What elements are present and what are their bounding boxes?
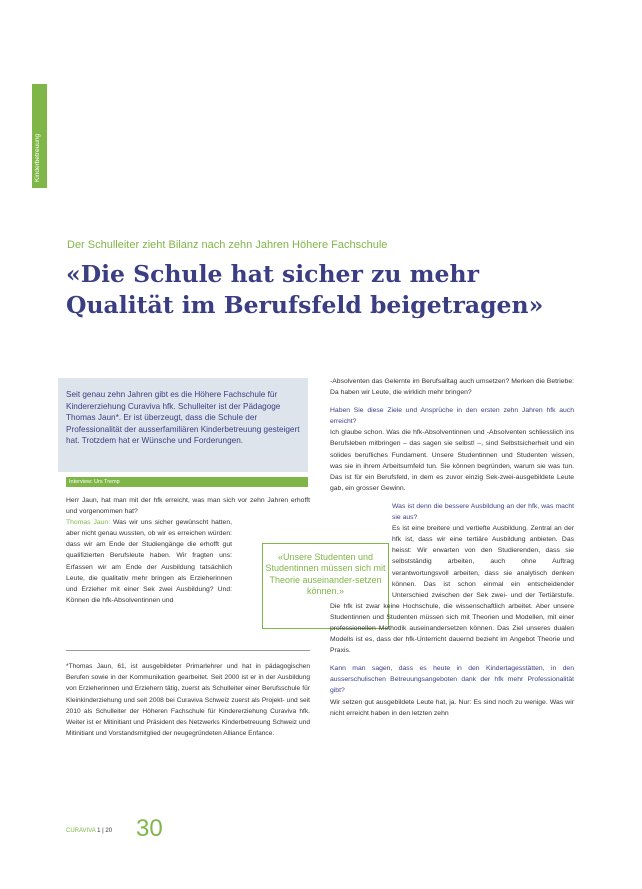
author-bar [66,477,308,487]
bio-divider [66,650,310,651]
headline-line-2: Qualität im Berufsfeld beigetragen» [66,291,544,319]
article-kicker: Der Schulleiter zieht Bilanz nach zehn Jahren Höhere Fachschule [67,239,388,251]
answer-2: Ich glaube schon. Was die hfk-Absolventinnen und -Absolventen schliesslich ins Berufsleben mitbringen – das sagen sie selbst! –, sind Selbstsicherheit und ein solides berufliches Fundament. Unsere Studentinnen und Studenten wissen, was sie in ihrem Arbeitsumfeld tun. Sie können begründen, warum sie was tun. Das ist für ein Berufsfeld, in dem es zuvor einzig Sek-zwei-ausgebildete Leute gab, ein grosser Gewinn. [330,429,574,492]
section-tab [32,84,47,188]
author-credit: Interview: Urs Tremp [69,479,120,485]
question-3: Was ist denn die bessere Ausbildung an der hfk, was macht sie aus? [392,502,574,522]
answer-1-continued: -Absolventen das Gelernte im Berufsalltag auch umsetzen? Merken die Betriebe: Da haben wir Leute, die wirklich mehr bringen? [330,378,574,397]
footer-issue: 1 | 20 [97,828,113,834]
answer-3: Es ist eine breitere und vertiefte Ausbildung. Zentral an der hfk ist, dass wir eine tertiäre Ausbildung anbieten. Das heisst: Wir erwarten von den Studierenden, dass sie selbstständig arbeiten, auch ohne Auftrag verantwortungsvoll arbeiten, dass sie analytisch denken können. Das ist schon einmal ein entscheidender Unterschied zwischen der Sek zwei- und der Tertiärstufe. Die hfk ist zwar keine Hochschule, die wissenschaftlich arbeitet. Aber unsere Studentinnen und Studenten müssen sich mit Theorien und Modellen, mit einer professionellen Methodik auseinandersetzen können. Das Ziel unseres dualen Modells ist es, dass der hfk-Unterricht dauernd bezieht im Angebot Theorie und Praxis. [330,525,574,655]
article-headline [66,259,606,321]
section-tab-label: Kinderbetreuung [34,133,41,182]
answer-4: Wir setzen gut ausgebildete Leute hat, ja. Nur: Es sind noch zu wenige. Was wir nicht erreicht haben in den letzten zehn [330,698,574,717]
right-column [330,376,574,719]
page-number: 30 [136,815,163,842]
quote-wrap-space-right [330,501,392,593]
footer-magazine-name: CURAVIVA [66,828,96,834]
footer-magazine [66,828,112,834]
question-3-block [330,501,574,656]
question-2: Haben Sie diese Ziele und Ansprüche in den ersten zehn Jahren hfk auch erreicht? [330,407,574,426]
lead-paragraph: Seit genau zehn Jahren gibt es die Höhere Fachschule für Kindererziehung Curaviva hfk. Schulleiter ist der Pädagoge Thomas Jaun*. Er ist überzeugt, dass die Schule der Professionalität der ausserfamiliären Kinderbetreuung gesteigert hat. Trotzdem hat er Wünsche und Forderungen. [66,390,300,446]
question-1: Herr Jaun, hat man mit der hfk erreicht, was man sich vor zehn Jahren erhofft und vorgenommen hat? [66,497,310,516]
bio-note: *Thomas Jaun, 61, ist ausgebildeter Primarlehrer und hat in pädagogischen Berufen sowie in der Kommunikation gearbeitet. Seit 2000 ist er in der Ausbildung von Erzieherinnen und Erziehern tätig, zuerst als Schulleiter einer Berufsschule für Kleinkinderziehung und seit 2008 bei Curaviva Schweiz zuerst als Projekt- und seit 2010 als Schulleiter der Höheren Fachschule für Kindererziehung Curaviva hfk. Weiter ist er Mitinitiant und Präsident des Netzwerks Kinderbetreuung Schweiz und Mitinitiant und Vorstandsmitglied der neugegründeten Alliance Enfance. [66,663,310,738]
question-4: Kann man sagen, dass es heute in den Kindertagesstätten, in den ausserschulischen Betreuungsangeboten dank der hfk mehr Professionalität gibt? [330,665,574,695]
headline-line-1: «Die Schule hat sicher zu mehr [66,260,479,288]
pull-quote: «Unsere Studenten und Studentinnen müssen sich mit Theorie auseinander-setzen können.» [265,552,386,597]
answer-1-text: Was wir uns sicher gewünscht hatten, aber nicht genau wussten, ob wir es erreichen würden: dass wir am Ende der Studiengänge die erhofft gut qualifizierten Berufsleute haben. Wir fragten uns: Erfassen wir am Ende der Ausbildung tatsächlich Leute, die qualitativ mehr bringen als Erzieherinnen und Erzieher mit einer Sek zwei Ausbildung? Und: Können die hfk-Absolventinnen und [66,519,232,604]
answer-1-speaker: Thomas Jaun: [66,519,111,527]
